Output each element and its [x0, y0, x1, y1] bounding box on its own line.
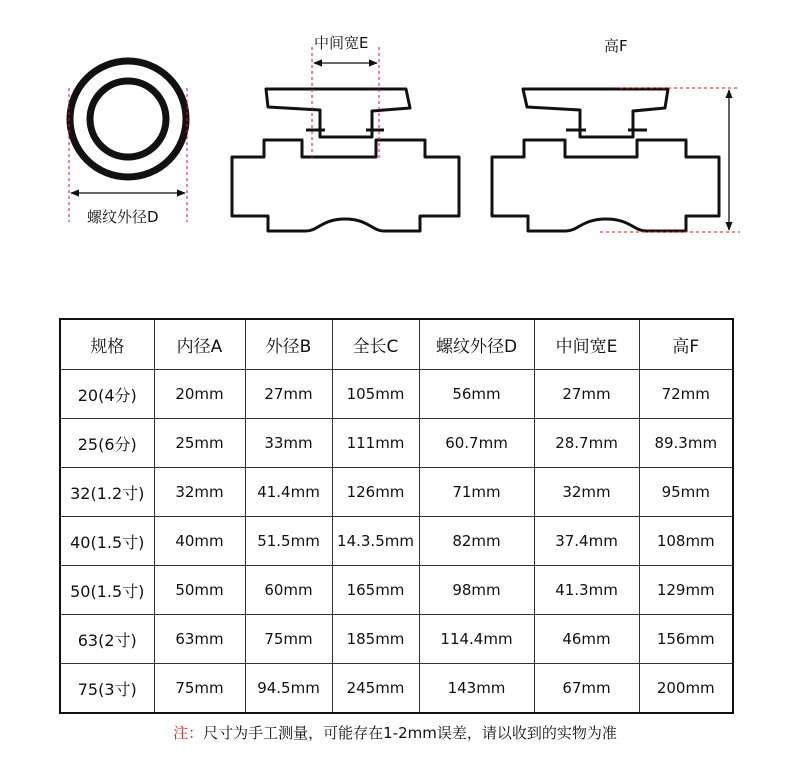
cell-height: 108mm	[639, 517, 733, 566]
cell-height: 156mm	[639, 615, 733, 664]
cell-thread-diameter: 114.4mm	[419, 615, 534, 664]
cell-total-length: 126mm	[332, 468, 419, 517]
label-thread-diameter-d: 螺纹外径D	[87, 208, 159, 226]
cell-thread-diameter: 60.7mm	[419, 419, 534, 468]
cell-middle-width: 28.7mm	[534, 419, 639, 468]
footnote	[0, 722, 790, 743]
table-row	[60, 370, 733, 419]
header-inner-diameter-a: 内径A	[154, 319, 245, 370]
cell-total-length: 14.3.5mm	[332, 517, 419, 566]
cell-outer-diameter: 75mm	[245, 615, 332, 664]
cell-thread-diameter: 98mm	[419, 566, 534, 615]
cell-outer-diameter: 94.5mm	[245, 664, 332, 714]
header-middle-width-e: 中间宽E	[534, 319, 639, 370]
table-row	[60, 664, 733, 714]
table-row	[60, 566, 733, 615]
dimension-diagram	[0, 0, 790, 300]
cell-spec: 25(6分)	[60, 419, 154, 468]
cell-outer-diameter: 27mm	[245, 370, 332, 419]
table-row	[60, 517, 733, 566]
cell-height: 89.3mm	[639, 419, 733, 468]
cell-inner-diameter: 40mm	[154, 517, 245, 566]
cell-outer-diameter: 41.4mm	[245, 468, 332, 517]
cell-spec: 75(3寸)	[60, 664, 154, 714]
spec-table	[59, 318, 734, 714]
cell-middle-width: 27mm	[534, 370, 639, 419]
cell-outer-diameter: 60mm	[245, 566, 332, 615]
cell-thread-diameter: 56mm	[419, 370, 534, 419]
header-thread-diameter-d: 螺纹外径D	[419, 319, 534, 370]
cell-spec: 50(1.5寸)	[60, 566, 154, 615]
cell-thread-diameter: 143mm	[419, 664, 534, 714]
cell-total-length: 165mm	[332, 566, 419, 615]
header-spec: 规格	[60, 319, 154, 370]
side-view-valve	[492, 89, 719, 231]
cell-inner-diameter: 63mm	[154, 615, 245, 664]
cell-inner-diameter: 75mm	[154, 664, 245, 714]
footnote-label: 注：	[173, 724, 204, 742]
cell-height: 200mm	[639, 664, 733, 714]
cell-spec: 63(2寸)	[60, 615, 154, 664]
cell-outer-diameter: 51.5mm	[245, 517, 332, 566]
cell-middle-width: 32mm	[534, 468, 639, 517]
cell-total-length: 105mm	[332, 370, 419, 419]
header-outer-diameter-b: 外径B	[245, 319, 332, 370]
table-row	[60, 468, 733, 517]
cell-inner-diameter: 25mm	[154, 419, 245, 468]
cell-spec: 32(1.2寸)	[60, 468, 154, 517]
cell-middle-width: 67mm	[534, 664, 639, 714]
table-row	[60, 615, 733, 664]
table-header-row	[60, 319, 733, 370]
header-height-f: 高F	[639, 319, 733, 370]
cell-middle-width: 46mm	[534, 615, 639, 664]
table-row	[60, 419, 733, 468]
end-view-rings	[69, 61, 187, 222]
front-view-valve	[232, 89, 459, 231]
header-total-length-c: 全长C	[332, 319, 419, 370]
cell-inner-diameter: 50mm	[154, 566, 245, 615]
label-middle-width-e: 中间宽E	[314, 34, 369, 52]
cell-height: 129mm	[639, 566, 733, 615]
cell-thread-diameter: 71mm	[419, 468, 534, 517]
cell-total-length: 245mm	[332, 664, 419, 714]
cell-outer-diameter: 33mm	[245, 419, 332, 468]
cell-total-length: 185mm	[332, 615, 419, 664]
diagram-canvas	[0, 0, 790, 300]
cell-total-length: 111mm	[332, 419, 419, 468]
cell-middle-width: 41.3mm	[534, 566, 639, 615]
cell-height: 95mm	[639, 468, 733, 517]
cell-thread-diameter: 82mm	[419, 517, 534, 566]
cell-inner-diameter: 32mm	[154, 468, 245, 517]
cell-middle-width: 37.4mm	[534, 517, 639, 566]
cell-spec: 20(4分)	[60, 370, 154, 419]
footnote-text: 尺寸为手工测量，可能存在1-2mm误差，请以收到的实物为准	[203, 724, 617, 742]
cell-height: 72mm	[639, 370, 733, 419]
cell-inner-diameter: 20mm	[154, 370, 245, 419]
label-height-f: 高F	[604, 37, 628, 55]
cell-spec: 40(1.5寸)	[60, 517, 154, 566]
